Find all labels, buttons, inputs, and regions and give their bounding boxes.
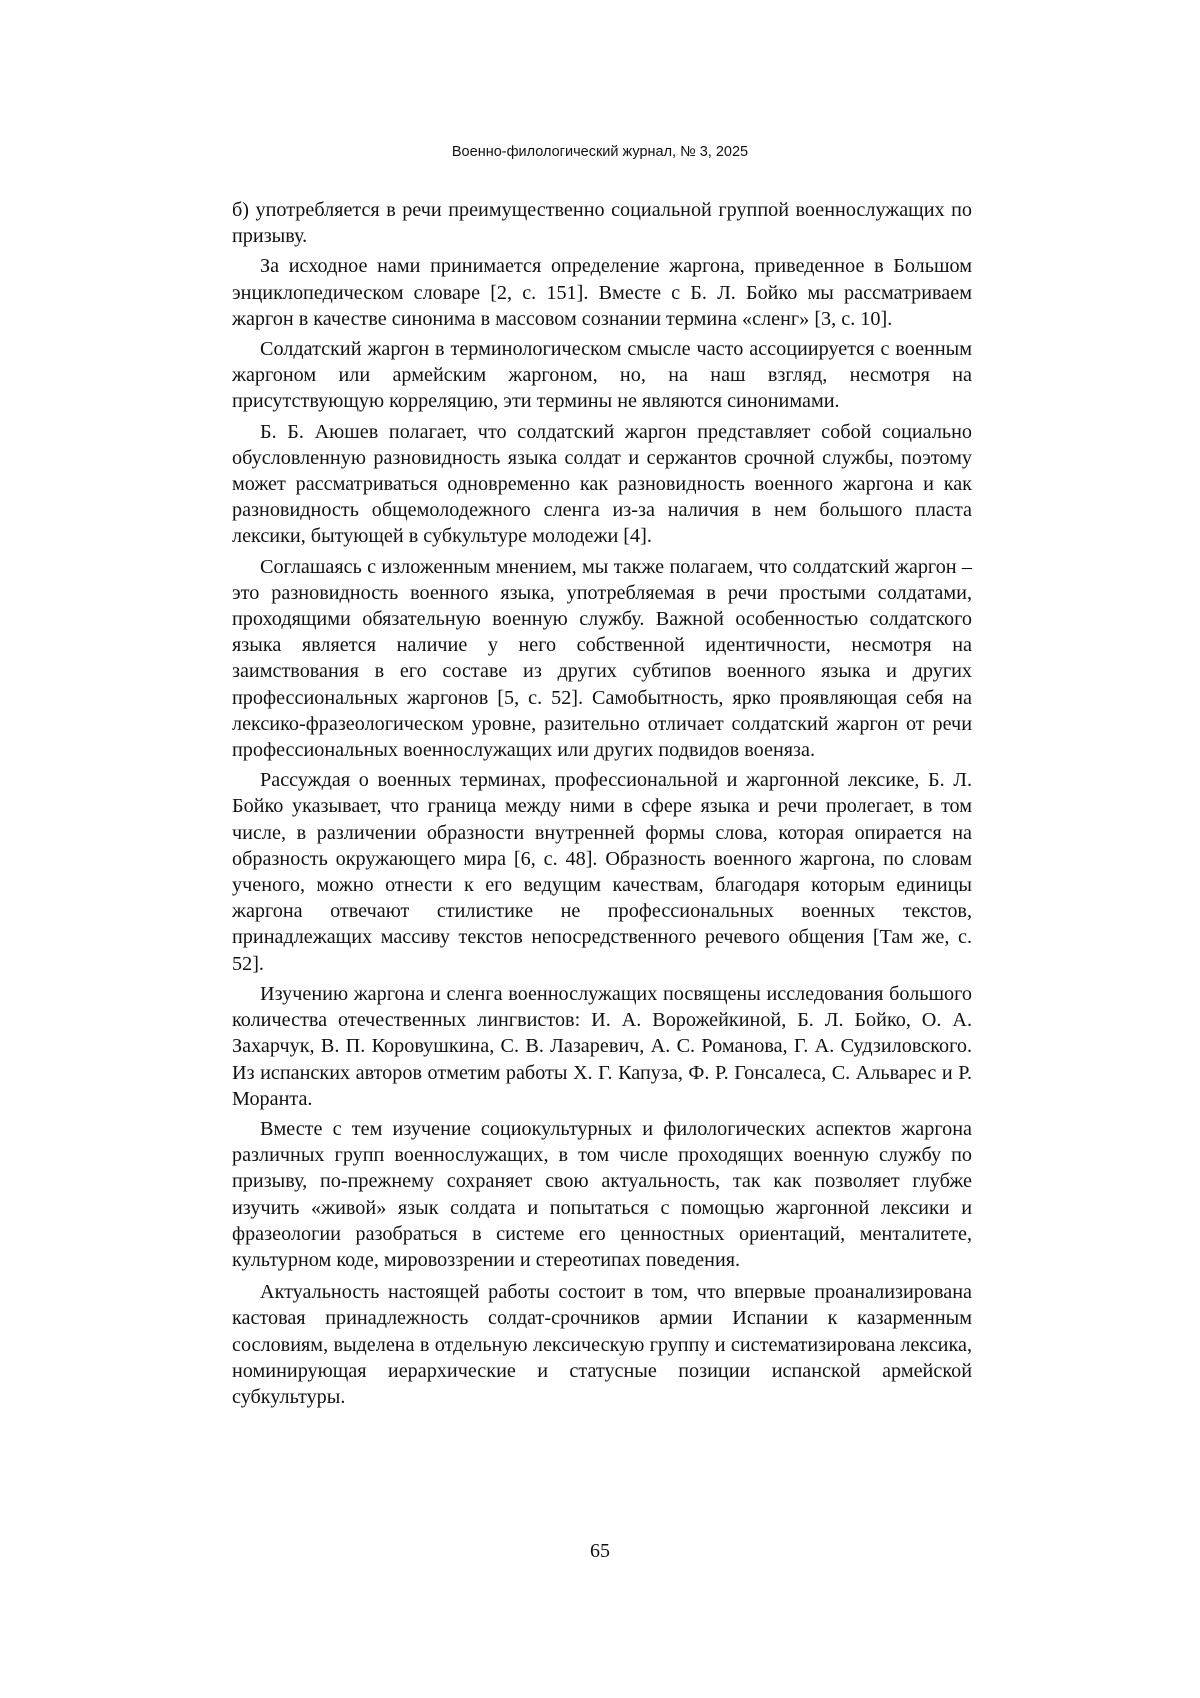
paragraph: Изучению жаргона и сленга военнослужащих посвящены исследования большого количества отечественных лингвистов: И. А. Ворожейкиной, Б. Л. Бойко, О. А. Захарчук, В. П. Коровушкина, С. В. Лазаревич, А. С. Романова, Г. А. Судзиловского. Из испанских авторов отметим работы Х. Г. Капуза, Ф. Р. Гонсалеса, С. Альварес и Р. Моранта. bbox=[232, 982, 972, 1110]
paragraph: Рассуждая о военных терминах, профессиональной и жаргонной лексике, Б. Л. Бойко указывает, что граница между ними в сфере языка и речи пролегает, в том числе, в различении образности внутренней формы слова, которая опирается на образность окружающего мира [6, с. 48]. Образность военного жаргона, по словам ученого, можно отнести к его ведущим качествам, благодаря которым единицы жаргона отвечают стилистике не профессиональных военных текстов, принадлежащих массиву текстов непосредственного речевого общения [Там же, с. 52]. bbox=[232, 769, 972, 975]
article-body bbox=[232, 197, 972, 1410]
page-number: 65 bbox=[590, 1540, 610, 1562]
paragraph: б) употребляется в речи преимущественно социальной группой военнослужащих по призыву. bbox=[232, 199, 972, 248]
paragraph: За исходное нами принимается определение жаргона, приведенное в Большом энциклопедическом словаре [2, с. 151]. Вместе с Б. Л. Бойко мы рассматриваем жаргон в качестве синонима в массовом сознании термина «сленг» [3, с. 10]. bbox=[232, 255, 972, 330]
paragraph: Солдатский жаргон в терминологическом смысле часто ассоциируется с военным жаргоном или армейским жаргоном, но, на наш взгляд, несмотря на присутствующую корреляцию, эти термины не являются синонимами. bbox=[232, 338, 972, 413]
paragraph: Актуальность настоящей работы состоит в том, что впервые проанализирована кастовая принадлежность солдат-срочников армии Испании к казарменным сословиям, выделена в отдельную лексическую группу и систематизирована лексика, номинирующая иерархические и статусные позиции испанской армейской субкультуры. bbox=[232, 1281, 972, 1408]
paragraph: Вместе с тем изучение социокультурных и филологических аспектов жаргона различных групп военнослужащих, в том числе проходящих военную службу по призыву, по-прежнему сохраняет свою актуальность, так как позволяет глубже изучить «живой» язык солдата и попытаться с помощью жаргонной лексики и фразеологии разобраться в системе его ценностных ориентаций, менталитете, культурном коде, мировоззрении и стереотипах поведения. bbox=[232, 1117, 972, 1271]
paragraph: Соглашаясь с изложенным мнением, мы также полагаем, что солдатский жаргон – это разновидность военного языка, употребляемая в речи простыми солдатами, проходящими обязательную военную службу. Важной особенностью солдатского языка является наличие у него собственной идентичности, несмотря на заимствования в его составе из других субтипов военного языка и других профессиональных жаргонов [5, с. 52]. Самобытность, ярко проявляющая себя на лексико-фразеологическом уровне, разительно отличает солдатский жаргон от речи профессиональных военнослужащих или других подвидов военяза. bbox=[232, 555, 972, 762]
running-header: Военно-филологический журнал, № 3, 2025 bbox=[451, 144, 749, 160]
paragraph: Б. Б. Аюшев полагает, что солдатский жаргон представляет собой социально обусловленную разновидность языка солдат и сержантов срочной службы, поэтому может рассматриваться одновременно как разновидность военного жаргона и как разновидность общемолодежного сленга из-за наличия в нем большого пласта лексики, бытующей в субкультуре молодежи [4]. bbox=[232, 420, 972, 548]
